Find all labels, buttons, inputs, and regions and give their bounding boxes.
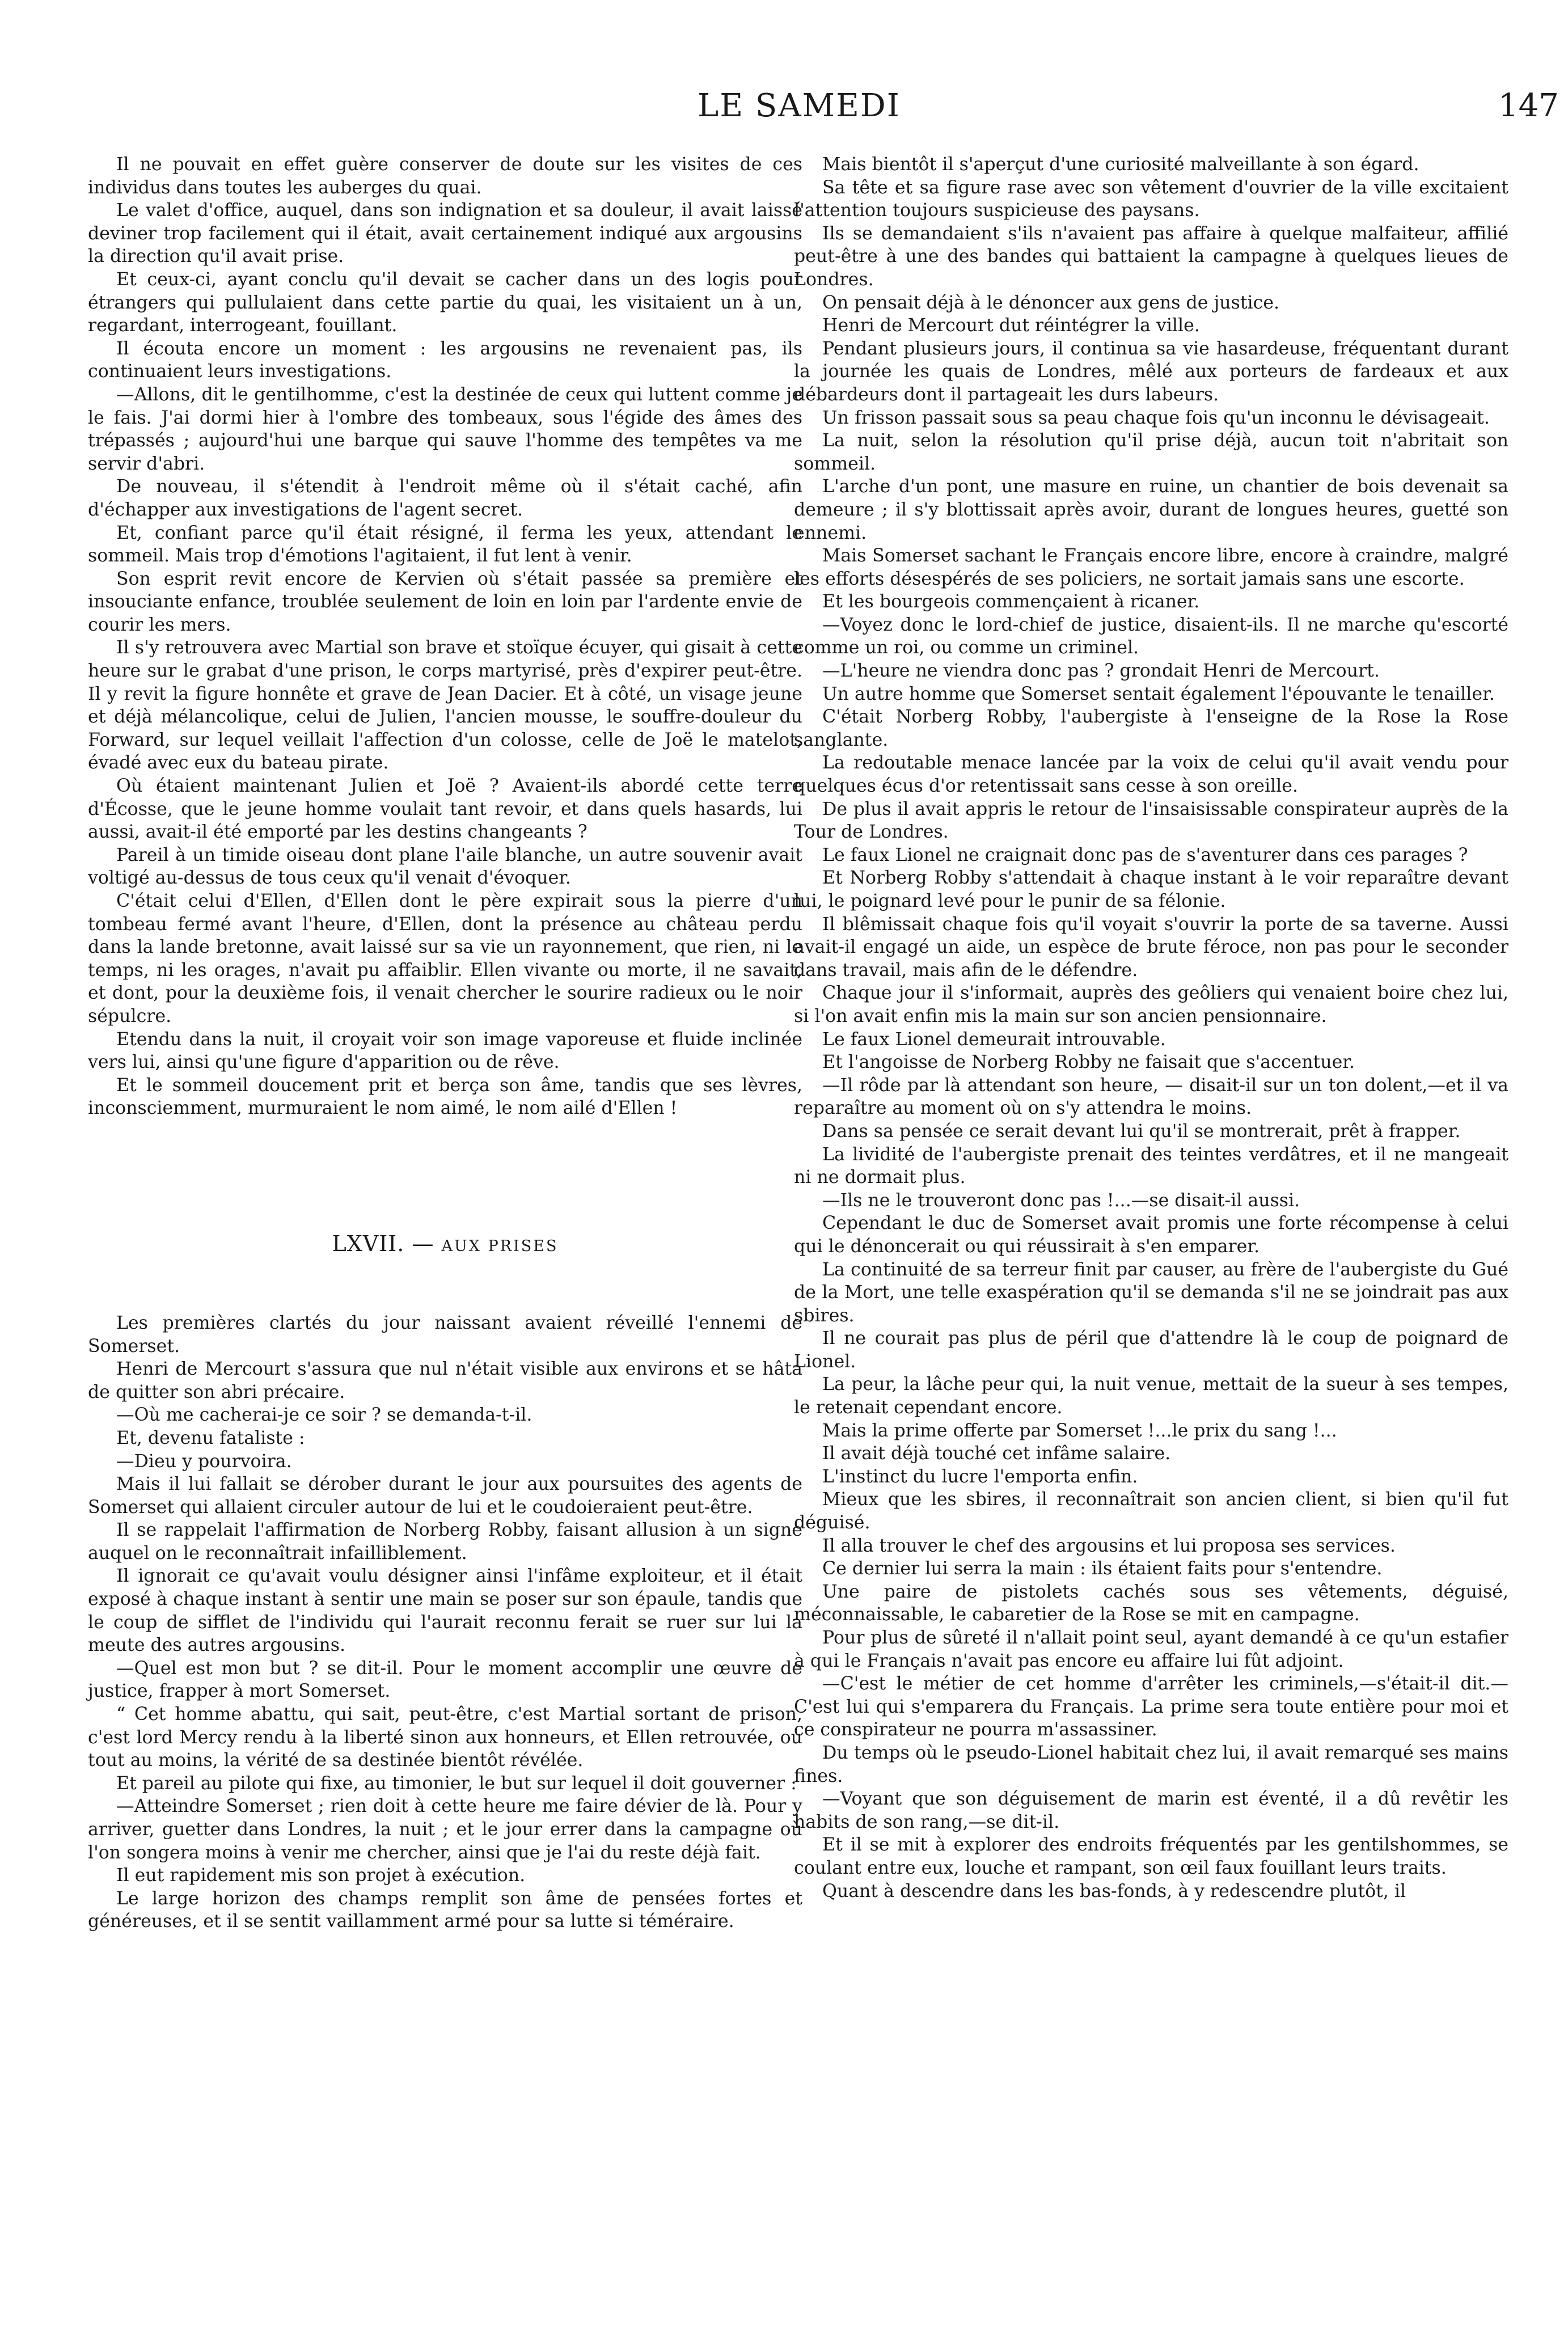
paragraph: Une paire de pistolets cachés sous ses vêtements, déguisé, méconnaissable, le cabaretier de la Rose se mit en campagne. [794,1581,1508,1625]
paragraph: “ Cet homme abattu, qui sait, peut-être, c'est Martial sortant de prison, c'est lord Mercy rendu à la liberté sinon aux honneurs, et Ellen retrouvée, ou tout au moins, la vérité de sa destinée bientôt révélée. [88,1704,802,1771]
paragraph: La peur, la lâche peur qui, la nuit venue, mettait de la sueur à ses tempes, le retenait cependant encore. [794,1374,1508,1418]
paragraph: Le faux Lionel demeurait introuvable. [822,1029,1166,1050]
paragraph: Ce dernier lui serra la main : ils étaient faits pour s'entendre. [822,1558,1383,1579]
paragraph: Et, confiant parce qu'il était résigné, il ferma les yeux, attendant le sommeil. Mais trop d'émotions l'agitaient, il fut lent à venir. [88,522,802,567]
paragraph: Pendant plusieurs jours, il continua sa vie hasardeuse, fréquentant durant la journée les quais de Londres, mêlé aux porteurs de fardeaux et aux débardeurs dont il partageait les durs labeurs. [794,338,1508,405]
paragraph: Il ne courait pas plus de péril que d'attendre là le coup de poignard de Lionel. [794,1328,1508,1372]
paragraph: —Quel est mon but ? se dit-il. Pour le moment accomplir une œuvre de justice, frapper à mort Somerset. [88,1658,802,1702]
paragraph: Et les bourgeois commençaient à ricaner. [822,591,1200,612]
paragraph: Son esprit revit encore de Kervien où s'était passée sa première et insouciante enfance, troublée seulement de loin en loin par l'ardente envie de courir les mers. [88,568,802,635]
paragraph: Il eut rapidement mis son projet à exécution. [116,1865,526,1886]
paragraph: La nuit, selon la résolution qu'il prise déjà, aucun toit n'abritait son sommeil. [794,430,1508,474]
chapter-title: AUX PRISES [441,1237,559,1255]
paragraph: Et le sommeil doucement prit et berça son âme, tandis que ses lèvres, inconsciemment, murmuraient le nom aimé, le nom ailé d'Ellen ! [88,1075,802,1119]
paragraph: Un frisson passait sous sa peau chaque fois qu'un inconnu le dévisageait. [822,407,1490,428]
paragraph: Sa tête et sa figure rase avec son vêtement d'ouvrier de la ville excitaient l'attention toujours suspicieuse des paysans. [794,177,1508,221]
paragraph: L'arche d'un pont, une masure en ruine, un chantier de bois devenait sa demeure ; il s'y blottissait après avoir, durant de longues heures, guetté son ennemi. [794,476,1508,543]
chapter-number: LXVII. — [332,1231,434,1256]
paragraph: Il ne pouvait en effet guère conserver de doute sur les visites de ces individus dans toutes les auberges du quai. [88,154,802,198]
page-header [0,85,1568,130]
paragraph: Et ceux-ci, ayant conclu qu'il devait se cacher dans un des logis pour étrangers qui pullulaient dans cette partie du quai, les visitaient un à un, regardant, interrogeant, fouillant. [88,269,802,336]
paragraph: De nouveau, il s'étendit à l'endroit même où il s'était caché, afin d'échapper aux investigations de l'agent secret. [88,476,802,520]
paragraph: Et, devenu fataliste : [116,1427,305,1448]
paragraph: Et l'angoisse de Norberg Robby ne faisait que s'accentuer. [822,1052,1355,1073]
paragraph: —Où me cacherai-je ce soir ? se demanda-t-il. [116,1405,532,1426]
paragraph: Et il se mit à explorer des endroits fréquentés par les gentilshommes, se coulant entre eux, louche et rampant, son œil faux fouillant leurs traits. [794,1835,1508,1878]
paragraph: Mais bientôt il s'aperçut d'une curiosité malveillante à son égard. [822,154,1419,175]
paragraph: On pensait déjà à le dénoncer aux gens de justice. [822,292,1280,313]
paragraph: Du temps où le pseudo-Lionel habitait chez lui, il avait remarqué ses mains fines. [794,1742,1508,1786]
paragraph: Pour plus de sûreté il n'allait point seul, ayant demandé à ce qu'un estafier à qui le Français n'avait pas encore eu affaire lui fût adjoint. [794,1628,1508,1671]
paragraph: Le large horizon des champs remplit son âme de pensées fortes et généreuses, et il se sentit vaillamment armé pour sa lutte si téméraire. [88,1888,802,1932]
chapter-heading [88,1231,802,1256]
right-column [794,153,1508,1903]
paragraph: Quant à descendre dans les bas-fonds, à y redescendre plutôt, il [822,1881,1406,1902]
paragraph: Etendu dans la nuit, il croyait voir son image vaporeuse et fluide inclinée vers lui, ainsi qu'une figure d'apparition ou de rêve. [88,1029,802,1073]
paragraph: Il blêmissait chaque fois qu'il voyait s'ouvrir la porte de sa taverne. Aussi avait-il engagé un aide, un espèce de brute féroce, non pas pour le seconder dans travail, mais afin de le défendre. [794,914,1508,981]
paragraph: Il avait déjà touché cet infâme salaire. [822,1443,1171,1464]
paragraph: La redoutable menace lancée par la voix de celui qu'il avait vendu pour quelques écus d'or retentissait sans cesse à son oreille. [794,753,1508,797]
paragraph: —C'est le métier de cet homme d'arrêter les criminels,—s'était-il dit.—C'est lui qui s'emparera du Français. La prime sera toute entière pour moi et ce conspirateur ne pourra m'assassiner. [794,1674,1508,1740]
left-column-text-top [88,153,802,1120]
page-number: 147 [1498,87,1559,124]
paragraph: —L'heure ne viendra donc pas ? grondait Henri de Mercourt. [822,661,1380,682]
paragraph: Henri de Mercourt s'assura que nul n'était visible aux environs et se hâta de quitter son abri précaire. [88,1359,802,1402]
paragraph: Les premières clartés du jour naissant avaient réveillé l'ennemi de Somerset. [88,1312,802,1357]
paragraph: Et pareil au pilote qui fixe, au timonier, le but sur lequel il doit gouverner : [116,1773,797,1794]
paragraph: Henri de Mercourt dut réintégrer la ville. [822,315,1200,336]
paragraph: Il se rappelait l'affirmation de Norberg Robby, faisant allusion à un signe auquel on le reconnaîtrait infailliblement. [88,1520,802,1564]
paragraph: Il alla trouver le chef des argousins et lui proposa ses services. [822,1535,1396,1556]
paragraph: Il ignorait ce qu'avait voulu désigner ainsi l'infâme exploiteur, et il était exposé à chaque instant à sentir une main se poser sur son épaule, tandis que le coup de sifflet de l'individu qui l'aurait reconnu ferait se ruer sur lui la meute des autres argousins. [88,1566,802,1656]
paragraph: —Ils ne le trouveront donc pas !...—se disait-il aussi. [822,1190,1300,1211]
paragraph: Ils se demandaient s'ils n'avaient pas affaire à quelque malfaiteur, affilié peut-être à une des bandes qui battaient la campagne à quelques lieues de Londres. [794,223,1508,290]
paragraph: Mieux que les sbires, il reconnaîtrait son ancien client, si bien qu'il fut déguisé. [794,1489,1508,1533]
paragraph: Où étaient maintenant Julien et Joë ? Avaient-ils abordé cette terre d'Écosse, que le jeune homme voulait tant revoir, et dans quels hasards, lui aussi, avait-il été emporté par les destins changeants ? [88,776,802,843]
paragraph: Le faux Lionel ne craignait donc pas de s'aventurer dans ces parages ? [822,844,1468,865]
paragraph: Mais il lui fallait se dérober durant le jour aux poursuites des agents de Somerset qui allaient circuler autour de lui et le coudoieraient peut-être. [88,1474,802,1518]
journal-title: LE SAMEDI [698,87,901,124]
paragraph: —Il rôde par là attendant son heure, — disait-il sur un ton dolent,—et il va reparaître au moment où on s'y attendra le moins. [794,1075,1508,1119]
paragraph: L'instinct du lucre l'emporta enfin. [822,1466,1138,1487]
paragraph: Un autre homme que Somerset sentait également l'épouvante le tenailler. [822,683,1495,704]
paragraph: Et Norberg Robby s'attendait à chaque instant à le voir reparaître devant lui, le poignard levé pour le punir de sa félonie. [794,868,1508,911]
paragraph: Mais la prime offerte par Somerset !...le prix du sang !... [822,1420,1337,1441]
paragraph: Il écouta encore un moment : les argousins ne revenaient pas, ils continuaient leurs investigations. [88,338,802,382]
paragraph: C'était Norberg Robby, l'aubergiste à l'enseigne de la Rose la Rose sanglante. [794,707,1508,750]
paragraph: —Voyant que son déguisement de marin est éventé, il a dû revêtir les habits de son rang,—se dit-il. [794,1789,1508,1832]
paragraph: Mais Somerset sachant le Français encore libre, encore à craindre, malgré les efforts désespérés de ses policiers, ne sortait jamais sans une escorte. [794,546,1508,589]
paragraph: —Dieu y pourvoira. [116,1451,292,1472]
paragraph: Pareil à un timide oiseau dont plane l'aile blanche, un autre souvenir avait voltigé au-dessus de tous ceux qu'il venait d'évoquer. [88,844,802,889]
paragraph: La continuité de sa terreur finit par causer, au frère de l'aubergiste du Gué de la Mort, une telle exaspération qu'il se demanda s'il ne se joindrait pas aux sbires. [794,1259,1508,1326]
paragraph: Cependant le duc de Somerset avait promis une forte récompense à celui qui le dénoncerait ou qui réussirait à s'en emparer. [794,1213,1508,1257]
paragraph: —Voyez donc le lord-chief de justice, disaient-ils. Il ne marche qu'escorté comme un roi, ou comme un criminel. [794,614,1508,658]
paragraph: —Atteindre Somerset ; rien doit à cette heure me faire dévier de là. Pour y arriver, guetter dans Londres, la nuit ; et le jour errer dans la campagne où l'on songera moins à venir me chercher, ainsi que je l'ai du reste déjà fait. [88,1796,802,1863]
paragraph: De plus il avait appris le retour de l'insaisissable conspirateur auprès de la Tour de Londres. [794,798,1508,843]
paragraph: Dans sa pensée ce serait devant lui qu'il se montrerait, prêt à frapper. [822,1121,1461,1142]
left-column [88,153,802,1933]
paragraph: C'était celui d'Ellen, d'Ellen dont le père expirait sous la pierre d'un tombeau fermé avant l'heure, d'Ellen, dont la présence au château perdu dans la lande bretonne, avait laissé sur sa vie un rayonnement, que rien, ni le temps, ni les orages, n'avait pu affaiblir. Ellen vivante ou morte, il ne savait, et dont, pour la deuxième fois, il venait chercher le sourire radieux ou le noir sépulcre. [88,891,802,1026]
paragraph: La lividité de l'aubergiste prenait des teintes verdâtres, et il ne mangeait ni ne dormait plus. [794,1144,1508,1188]
paragraph: Il s'y retrouvera avec Martial son brave et stoïque écuyer, qui gisait à cette heure sur le grabat d'une prison, le corps martyrisé, près d'expirer peut-être. Il y revit la figure honnête et grave de Jean Dacier. Et à côté, un visage jeune et déjà mélancolique, celui de Julien, l'ancien mousse, le souffre-douleur du Forward, sur lequel veillait l'affection d'un colosse, celle de Joë le matelot, évadé avec eux du bateau pirate. [88,637,802,774]
paragraph: Le valet d'office, auquel, dans son indignation et sa douleur, il avait laissé deviner trop facilement qui il était, avait certainement indiqué aux argousins la direction qu'il avait prise. [88,200,802,267]
paragraph: —Allons, dit le gentilhomme, c'est la destinée de ceux qui luttent comme je le fais. J'ai dormi hier à l'ombre des tombeaux, sous l'égide des âmes des trépassés ; aujourd'hui une barque qui sauve l'homme des tempêtes va me servir d'abri. [88,384,802,474]
left-column-text-bottom [88,1312,802,1933]
paragraph: Chaque jour il s'informait, auprès des geôliers qui venaient boire chez lui, si l'on avait enfin mis la main sur son ancien pensionnaire. [794,983,1508,1026]
